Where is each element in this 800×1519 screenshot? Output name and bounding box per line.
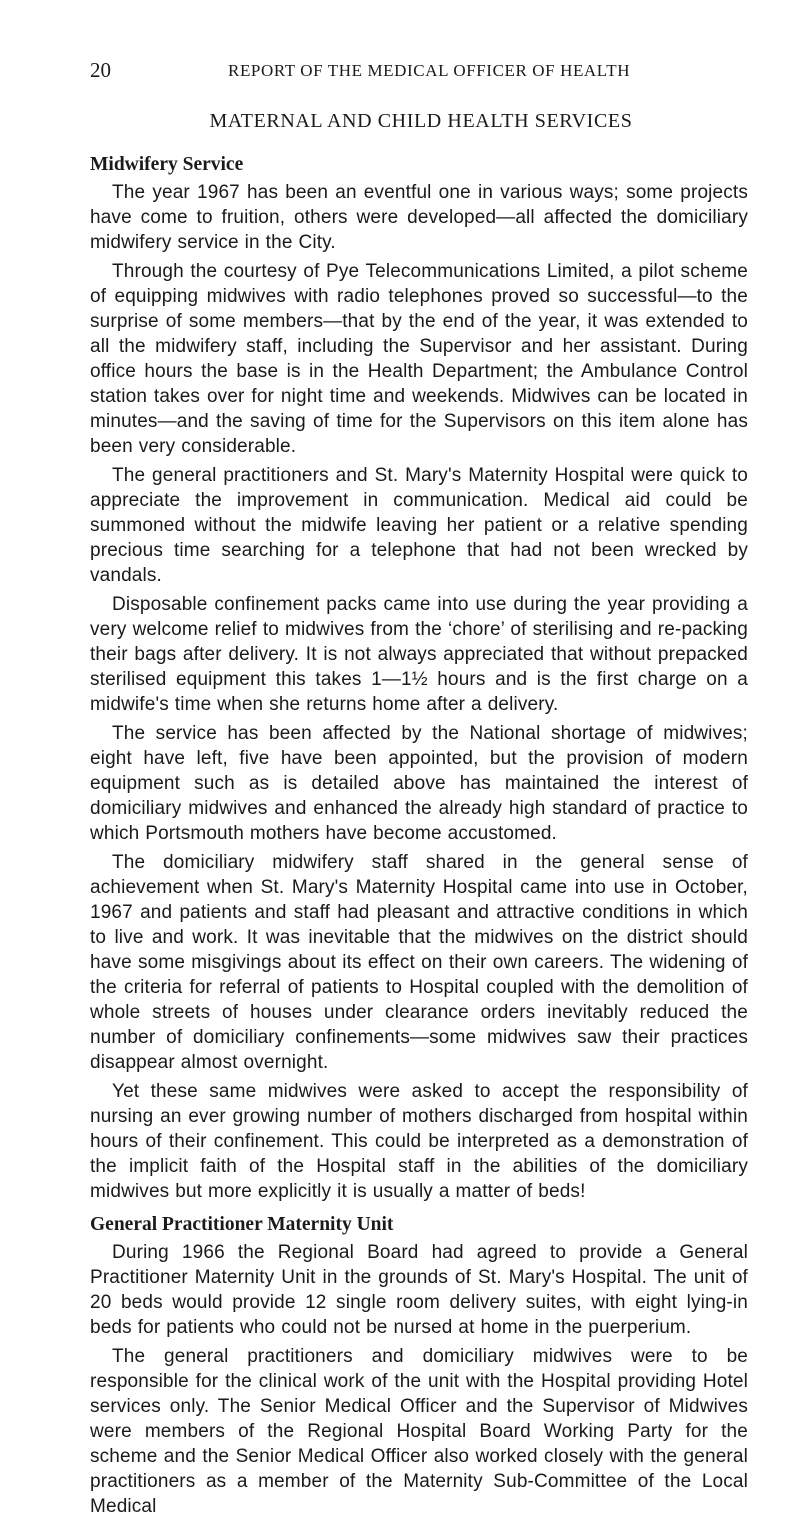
subheading-gp-maternity-unit: General Practitioner Maternity Unit xyxy=(90,1214,394,1235)
page-number: 20 xyxy=(90,58,111,82)
paragraph: Yet these same midwives were asked to accept the responsibility of nursing an ever growing number of mothers discharged from hospital within hours of their confinement. This could be interpreted as a demonstration of the implicit faith of the Hospital staff in the abilities of the domiciliary midwives but more explicitly it is usually a matter of beds! xyxy=(90,1081,748,1202)
paragraph: The general practitioners and St. Mary's Maternity Hospital were quick to appreciate the improvement in communication. Medical aid could be summoned without the midwife leaving her patient or a relative spending precious time searching for a telephone that had not been wrecked by vandals. xyxy=(90,465,748,586)
paragraph: Through the courtesy of Pye Telecommunications Limited, a pilot scheme of equipping midwives with radio telephones proved so successful—to the surprise of some members—that by the end of the year, it was extended to all the midwifery staff, including the Supervisor and her assistant. During office hours the base is in the Health Department; the Ambulance Control station takes over for night time and weekends. Midwives can be located in minutes—and the saving of time for the Supervisors on this item alone has been very considerable. xyxy=(90,261,748,457)
paragraph: The service has been affected by the National shortage of midwives; eight have left, five have been appointed, but the provision of modern equipment such as is detailed above has maintained the interest of domiciliary midwives and enhanced the already high standard of practice to which Portsmouth mothers have become accustomed. xyxy=(90,723,748,844)
document-page xyxy=(90,58,748,1519)
paragraph: The domiciliary midwifery staff shared in the general sense of achievement when St. Mary's Maternity Hospital came into use in October, 1967 and patients and staff had pleasant and attractive conditions in which to live and work. It was inevitable that the midwives on the district should have some misgivings about its effect on their own careers. The widening of the criteria for referral of patients to Hospital coupled with the demolition of whole streets of houses under clearance orders inevitably reduced the number of domiciliary confinements—some midwives saw their practices disappear almost overnight. xyxy=(90,852,748,1073)
section-title: MATERNAL AND CHILD HEALTH SERVICES xyxy=(209,110,633,132)
running-header xyxy=(90,58,748,88)
paragraph: The general practitioners and domiciliary midwives were to be responsible for the clinical work of the unit with the Hospital providing Hotel services only. The Senior Medical Officer and the Supervisor of Midwives were members of the Regional Hospital Board Working Party for the scheme and the Senior Medical Officer also worked closely with the general practitioners as a member of the Maternity Sub-Committee of the Local Medical xyxy=(90,1346,748,1517)
running-title: REPORT OF THE MEDICAL OFFICER OF HEALTH xyxy=(228,61,631,80)
paragraph: The year 1967 has been an eventful one in various ways; some projects have come to fruition, others were developed—all affected the domiciliary midwifery service in the City. xyxy=(90,182,748,253)
subheading-midwifery-service: Midwifery Service xyxy=(90,154,244,175)
paragraph: Disposable confinement packs came into use during the year providing a very welcome relief to midwives from the ‘chore’ of sterilising and re-packing their bags after delivery. It is not always appreciated that without prepacked sterilised equipment this takes 1—1½ hours and is the first charge on a midwife's time when she returns home after a delivery. xyxy=(90,594,748,715)
paragraph: During 1966 the Regional Board had agreed to provide a General Practitioner Maternity Unit in the grounds of St. Mary's Hospital. The unit of 20 beds would provide 12 single room delivery suites, with eight lying-in beds for patients who could not be nursed at home in the puerperium. xyxy=(90,1242,748,1338)
